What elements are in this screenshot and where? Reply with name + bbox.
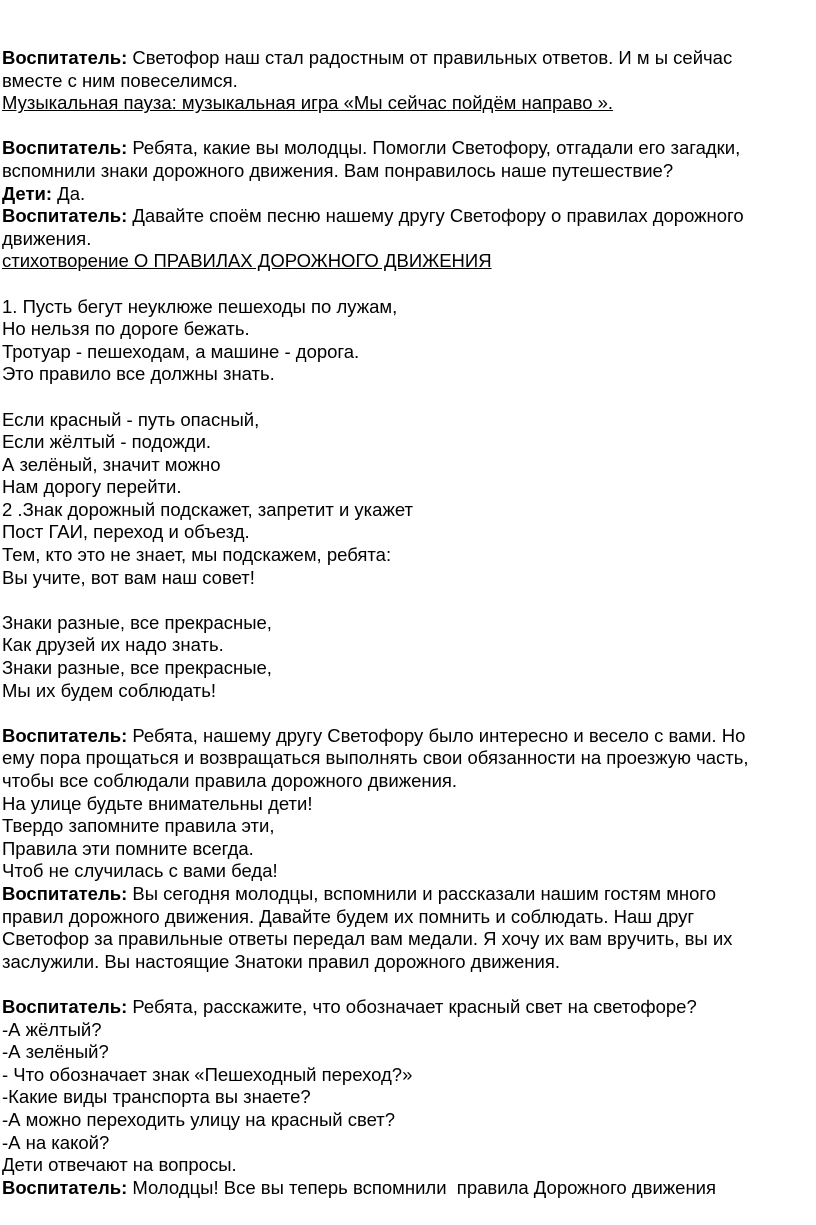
text-line: [2, 363, 816, 386]
line-text: Правила эти помните всегда.: [2, 837, 254, 859]
line-text: Это правило все должны знать.: [2, 363, 275, 385]
text-line: [2, 906, 816, 929]
blank-line: [2, 273, 816, 296]
line-text: -А зелёный?: [2, 1041, 109, 1063]
blank-line: [2, 973, 816, 996]
dialogue-line: [2, 725, 816, 748]
speaker-label: Воспитатель:: [2, 205, 128, 227]
text-line: [2, 296, 816, 319]
line-text: Если красный - путь опасный,: [2, 408, 260, 430]
line-text: - Что обозначает знак «Пешеходный переход?»: [2, 1063, 413, 1085]
blank-line: [2, 386, 816, 409]
line-text: -Какие виды транспорта вы знаете?: [2, 1086, 311, 1108]
line-text: Музыкальная пауза: музыкальная игра «Мы сейчас пойдём направо ».: [2, 92, 614, 114]
text-line: [2, 409, 816, 432]
dialogue-line: [2, 205, 816, 228]
text-line: [2, 431, 816, 454]
text-line: [2, 454, 816, 477]
dialogue-line: [2, 1177, 816, 1200]
line-text: Вы учите, вот вам наш совет!: [2, 566, 255, 588]
line-text: заслужили. Вы настоящие Знатоки правил дорожного движения.: [2, 950, 560, 972]
blank-line: [2, 115, 816, 138]
line-text: Дети отвечают на вопросы.: [2, 1154, 237, 1176]
text-line: [2, 318, 816, 341]
text-line: [2, 793, 816, 816]
text-line: [2, 612, 816, 635]
document-page: [0, 47, 816, 1199]
speaker-label: Воспитатель:: [2, 995, 128, 1017]
text-line: [2, 860, 816, 883]
text-line: [2, 838, 816, 861]
speaker-label: Дети:: [2, 182, 53, 204]
text-line: [2, 634, 816, 657]
line-text: Вы сегодня молодцы, вспомнили и рассказали нашим гостям много: [127, 882, 717, 904]
text-line: [2, 499, 816, 522]
speaker-label: Воспитатель:: [2, 724, 128, 746]
text-line: [2, 567, 816, 590]
line-text: Давайте споём песню нашему другу Светофору о правилах дорожного: [127, 205, 744, 227]
line-text: -А жёлтый?: [2, 1018, 102, 1040]
text-line: [2, 1041, 816, 1064]
text-line: [2, 341, 816, 364]
line-text: правил дорожного движения. Давайте будем их помнить и соблюдать. Наш друг: [2, 905, 695, 927]
line-text: движения.: [2, 227, 92, 249]
text-line: [2, 1109, 816, 1132]
line-text: Чтоб не случилась с вами беда!: [2, 860, 278, 882]
line-text: Ребята, расскажите, что обозначает красный свет на светофоре?: [127, 995, 697, 1017]
text-line: [2, 544, 816, 567]
line-text: Знаки разные, все прекрасные,: [2, 611, 272, 633]
line-text: Светофор наш стал радостным от правильных ответов. И м ы сейчас: [127, 47, 733, 68]
line-text: Знаки разные, все прекрасные,: [2, 657, 272, 679]
line-text: Да.: [52, 182, 86, 204]
text-line: [2, 747, 816, 770]
text-line: [2, 815, 816, 838]
line-text: 1. Пусть бегут неуклюже пешеходы по лужам,: [2, 295, 398, 317]
line-text: А зелёный, значит можно: [2, 453, 221, 475]
line-text: Мы их будем соблюдать!: [2, 679, 217, 701]
text-line: [2, 160, 816, 183]
text-line: [2, 1064, 816, 1087]
underlined-heading: [2, 92, 816, 115]
text-line: [2, 951, 816, 974]
speaker-label: Воспитатель:: [2, 47, 128, 68]
line-text: Тем, кто это не знает, мы подскажем, ребята:: [2, 544, 392, 566]
line-text: Твердо запомните правила эти,: [2, 815, 275, 837]
text-line: [2, 928, 816, 951]
dialogue-line: [2, 996, 816, 1019]
line-text: Молодцы! Все вы теперь вспомнили правила Дорожного движения: [127, 1176, 717, 1198]
dialogue-line: [2, 183, 816, 206]
speaker-label: Воспитатель:: [2, 1176, 128, 1198]
speaker-label: Воспитатель:: [2, 882, 128, 904]
line-text: вместе с ним повеселимся.: [2, 69, 238, 91]
line-text: -А на какой?: [2, 1131, 110, 1153]
text-line: [2, 476, 816, 499]
text-line: [2, 1086, 816, 1109]
line-text: Светофор за правильные ответы передал вам медали. Я хочу их вам вручить, вы их: [2, 928, 733, 950]
text-line: [2, 521, 816, 544]
line-text: Если жёлтый - подожди.: [2, 431, 212, 453]
line-text: На улице будьте внимательны дети!: [2, 792, 313, 814]
line-text: Тротуар - пешеходам, а машине - дорога.: [2, 340, 360, 362]
blank-line: [2, 589, 816, 612]
text-line: [2, 680, 816, 703]
text-line: [2, 1154, 816, 1177]
line-text: чтобы все соблюдали правила дорожного движения.: [2, 770, 458, 791]
underlined-heading: [2, 250, 816, 273]
line-text: стихотворение О ПРАВИЛАХ ДОРОЖНОГО ДВИЖЕНИЯ: [2, 250, 492, 272]
line-text: Ребята, какие вы молодцы. Помогли Светофору, отгадали его загадки,: [127, 137, 741, 159]
dialogue-line: [2, 883, 816, 906]
text-line: [2, 657, 816, 680]
line-text: ему пора прощаться и возвращаться выполнять свои обязанности на проезжую часть,: [2, 747, 749, 769]
line-text: 2 .Знак дорожный подскажет, запретит и укажет: [2, 498, 413, 520]
line-text: -А можно переходить улицу на красный свет?: [2, 1108, 396, 1130]
line-text: Как друзей их надо знать.: [2, 634, 224, 656]
text-line: [2, 1132, 816, 1155]
line-text: вспомнили знаки дорожного движения. Вам понравилось наше путешествие?: [2, 159, 674, 181]
line-text: Пост ГАИ, переход и объезд.: [2, 521, 250, 543]
line-text: Но нельзя по дороге бежать.: [2, 318, 250, 340]
text-line: [2, 1019, 816, 1042]
blank-line: [2, 702, 816, 725]
line-text: Ребята, нашему другу Светофору было интересно и весело с вами. Но: [127, 724, 746, 746]
text-line: [2, 228, 816, 251]
dialogue-line: [2, 47, 816, 70]
text-line: [2, 70, 816, 93]
line-text: Нам дорогу перейти.: [2, 476, 182, 498]
text-line: [2, 770, 816, 793]
speaker-label: Воспитатель:: [2, 137, 128, 159]
dialogue-line: [2, 137, 816, 160]
